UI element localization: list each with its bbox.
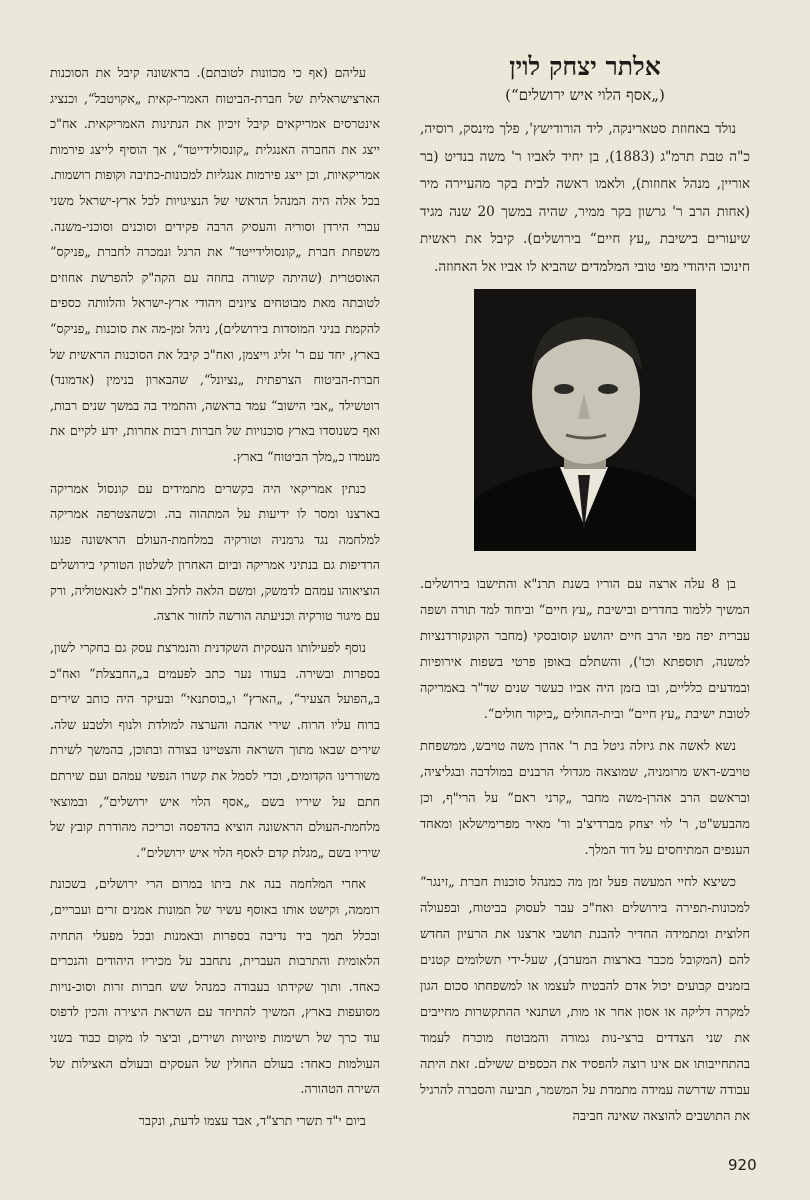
article-subtitle: („אסף הלוי איש ירושלים“) — [505, 86, 665, 104]
portrait-photo-icon — [474, 289, 696, 551]
article-title: אלתר יצחק לוין — [509, 52, 661, 81]
paragraph: נשא לאשה את גיזלה גיטל בת ר' אהרן משה טויבש, ממשפחת טויבש-ראש מרומניה, שמוצאה מגדולי הרבנים במולדבה ובגליציה, ובראשם הרב אהרן-משה מחבר „קרני ראם“ על הרי"ף, וכן מהבעש"ט, ר' לוי יצחק מברדיצ'ב ור' מאיר מפרימישלאן ומאחד הענפים המתיחסים על דוד המלך. — [420, 739, 750, 858]
portrait-photo — [474, 289, 696, 551]
paragraph: נוסף לפעילותו העסקית השקדנית והנמרצת עסק גם בחקרי לשון, בספרות ובשירה. בעודו נער כתב לפעמים ב„החבצלת“ ואח"כ ב„הפועל הצעיר“, „הארץ“ ו„בוסתנאי“ ובעיקר היה כותב שירים ברוח עליו הרוח. שירי אהבה והערצה למולדת ולנוף ולטבע שלה. שירים שבאו מתוך השראה והצטיינו בצורה ובתוכן, בהמשך לשירת משוררינו הקדומים, וכדי לסמל את קשרו הנפשי עמהם ועם שירתם חתם על שיריו בשם „אסף הלוי איש ירושלים“, ובמוצאי מלחמת-העולם הראשונה הוציא בהדפסה וכריכה מהודרת קובץ של שיריו בשם „מגלת קדם לאסף הלוי איש ירושלים“. — [50, 640, 380, 860]
right-column-intro — [420, 116, 750, 288]
paragraph: כשיצא לחיי המעשה פעל זמן מה כמנהל סוכנות חברת „זינגר“ למכונות-תפירה בירושלים ואח"כ עבר לעסוק בביטוח, ובפעולה חלוצית ומתמידה החדיר להבנת תושבי ארצנו את הרעיון החדש להם (המקובל מכבר בארצות המערב), שעל-ידי תשלומים קטנים בזמנים קבועים יכול אדם להבטיח לעצמו או למשפחתו סכום הגון למקרה דליקה או אסון אחר או מות, ושתנאי ההתקשרות מחייבים את שני הצדדים ברצי-נות גמורה והמבוטח מוכרח לעמוד בהתחייבותו אם אינו רוצה להפסיד את הכספים ששילם. זאת היתה עבודה שדרשה עמידה מתמדת על המשמר, תביעה והסברה להרגיל את התושבים להוצאה שאינה חביבה — [420, 875, 750, 1124]
intro-paragraph: נולד באחוזת סטארינקה, ליד הורודישץ', פלך מינסק, רוסיה, כ"ה טבת תרמ"ג (1883), בן יחיד לאביו ר' משה בנדיט (בר אוריין, מנהל אחוזות), ולאמו ראשה לבית בקר מהעיירה מיר (אחות הרב ר' גרשון בקר ממיר, שהיה במשך 20 שנה מגיד שיעורים בישיבת „עץ חיים“ בירושלים). קיבל את ראשית חינוכו היהודי מפי טובי המלמדים שהביא לו אביו אל האחוזה. — [420, 121, 750, 275]
left-column — [50, 60, 380, 1139]
paragraph: אחרי המלחמה בנה את ביתו במרום הרי ירושלים, בשכונת רוממה, וקישט אותו באוסף עשיר של תמונות אמנים זרים ועבריים, ובכלל תמך ביד נדיבה בספרות ובאמנות ובכל מפעלי התחיה הלאומית והתרבות העברית, נתחבב על מכיריו היהודים והנכרים כאחד. ותוך שקידתו בעבודה כמנהל שש חברות זרות וסוכ-נויות מסועפות בארץ, המשיך להתיחד עם השראת היצירה והכין לדפוס עוד כרך של רשימות פיוטיות ושירים, וביצר לו מקום כבוד בשני העולמות כאחד: בעולם החולין של העסקים ובעולם האצילות של השירה הטהורה. — [50, 876, 380, 1097]
paragraph: ביום י"ד תשרי תרצ"ד, אבד עצמו לדעת, ונקבר — [138, 1112, 366, 1128]
paragraph: כנתין אמריקאי היה בקשרים מתמידים עם קונסול אמריקה בארצנו ומסר לו ידיעות על המתהוה בה. וכשהצטרפה אמריקה למלחמה נגד גרמניה וטורקיה במלחמת-העולם הראשונה פגעו הרדיפות גם בנתיני אמריקה וביום האחרון לשלטון הטורקי בירושלים הוציאוהו עמהם לדמשק, ומשם הלאה לחלב ואח"כ לאנאטוליה, ורק עם מיגור טורקיה וכניעתה הורשה לחזור ארצה. — [50, 480, 380, 624]
paragraph: בן 8 עלה ארצה עם הוריו בשנת תרנ"א והתישבו בירושלים. המשיך ללמוד בחדרים ובישיבת „עץ חיים“ וביחוד למד תורה ושפה עברית יפה מפי הרב חיים יהושע קוסובסקי (מחבר הקונקורדנציות למשנה, תוספתא וכו'), והשתלם באופן פרטי בשפות אירופיות ובמדעים כלליים, ובו בזמן היה אביו כעשר שנים שד"ר באמריקה לטובת ישיבת „עץ חיים“ ובית-החולים „ביקור חולים“. — [420, 577, 750, 722]
right-column-lower — [420, 572, 750, 1136]
page-number: 920 — [728, 1156, 757, 1174]
paragraph: עליהם (אף כי מכוונות לטובתם). בראשונה קיבל את הסוכנות הארצישראלית של חברת-הביטוח האמרי-קאית „אקויטבל“, וכנציג אינטרסים אמריקאים קיבל זיכיון את הנתינות האמריקאית. אח"כ ייצג את החברה האנגלית „קונסולידייטד“, אך הוסיף לייצג פירמות אמריקאיות, וכן ייצג פירמות אנגליות למכונות-כתיבה וקופות רושמות. בכל אלה היה המנהל הראשי של הנציגויות לכל ארץ-ישראל משני עברי הירדן וסוריה והעסיק הרבה פקידים וסוכנים וסוכני-משנה. משפחת חברת „קונסולידייטד“ את הרגל ונמכרה לחברת „פניקס“ האוסטרית (שהיתה קשורה בחוזה עם הקה"ק להפרשת אחוזים לטובתה מאת מבוטחים ציונים ויהודי ארץ-ישראל והלוותה כספים להקמת בניני המוסדות בירושלים), ניהל זמן-מה את סוכנות „פניקס“ בארץ, יחד עם ר' זליג וייצמן, ואח"כ קיבל את הסוכנות הראשית של חברת-הביטוח הצרפתית „נציונל“, שהבארון בנימין (אדמונד) רוטשילד „אבי הישוב“ עמד בראשה, והתמיד בה במשך שנים רבות, ואף כשנוסדו בארץ סוכנויות של חברות רבות אחרות, ידע לקיים את מעמדו כ„מלך הביטוח“ בארץ. — [50, 65, 380, 464]
